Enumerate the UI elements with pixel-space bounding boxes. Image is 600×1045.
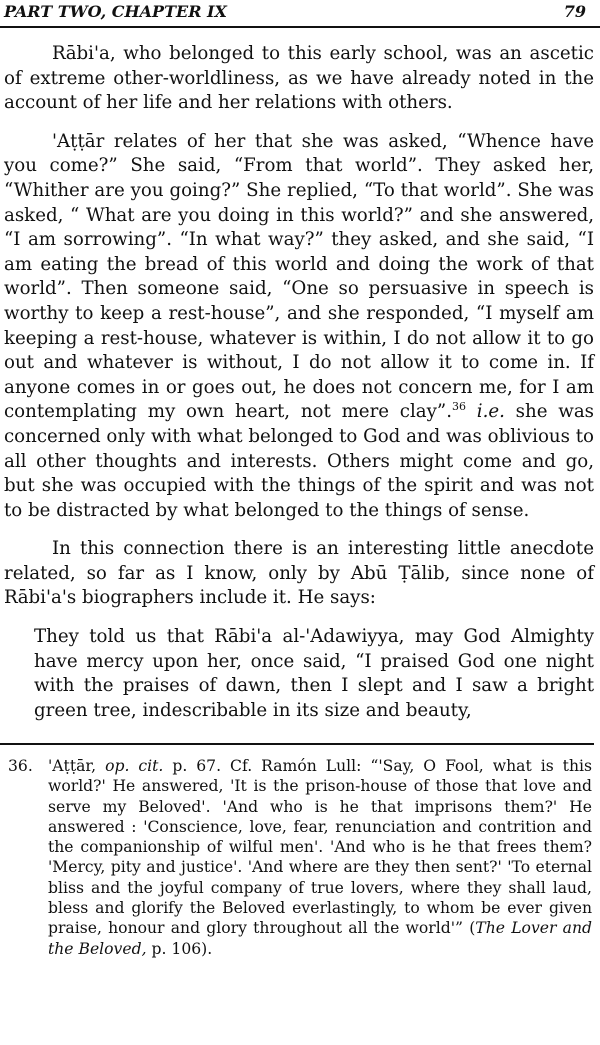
footnote-text-part: p. 67. Cf. Ramón Lull: “'Say, O Fool, what is this world?' He answered, 'It is the prison-house of those that love and serve my Beloved'. 'And who is he that imprisons them?' He answered : 'Conscience, love, fear, renunciation and contrition and the companionship of wilful men'. 'And who is he that frees them? 'Mercy, pity and justice'. 'And where are they then sent?' 'To eternal bliss and the joyful company of true lovers, where they shall laud, bless and glorify the Beloved everlastingly, to whom be ever given praise, honour and glory throughout all the world'” ( <box>48 757 592 938</box>
paragraph-3-name: Ṭālib <box>398 562 445 584</box>
page-number: 79 <box>563 2 586 21</box>
paragraph-2-text: 'Aṭṭār relates of her that she was asked, “Whence have you come?” She said, “From that world”. They asked her, “Whither are you going?” She replied, “To that world”. She was asked, “ What are you doing in this world?” and she answered, “I am sorrowing”. “In what way?” they asked, and she said, “I am eating the bread of this world and doing the work of that world”. Then someone said, “One so persuasive in speech is worthy to keep a rest-house”, and she responded, “I myself am keeping a rest-house, whatever is within, I do not allow it to go out and whatever is without, I do not allow it to come in. If anyone comes in or goes out, he does not concern me, for I am contemplating my own heart, not mere clay”. <box>4 130 594 423</box>
paragraph-1 <box>4 42 594 116</box>
footnote-op-cit: op. cit. <box>105 757 164 775</box>
body-text <box>4 42 594 737</box>
footnote-text-part: 'Aṭṭār, <box>48 757 106 775</box>
chapter-heading: PART TWO, CHAPTER IX <box>4 2 227 21</box>
ie-abbreviation: i.e. <box>476 401 505 423</box>
footnote-reference: 36 <box>452 400 466 414</box>
header-rule <box>0 26 600 28</box>
footnote-text <box>48 756 592 959</box>
footnote-number: 36. <box>8 757 33 775</box>
block-quote <box>34 625 594 723</box>
running-head <box>4 0 586 26</box>
footnote-rule <box>0 743 594 745</box>
paragraph-1-text: Rābi'a, who belonged to this early school, was an ascetic of extreme other-worldliness, as we have already noted in the account of her life and her relations with others. <box>4 43 594 114</box>
paragraph-3 <box>4 537 594 611</box>
footnote <box>8 756 592 959</box>
paragraph-2 <box>4 130 594 524</box>
paragraph-2-continuation: she was concerned only with what belonged to God and was oblivious to all other thoughts and interests. Others might come and go, but she was occupied with the things of the spirit and was not to be distracted by what belonged to the things of sense. <box>4 401 594 521</box>
footnote-book-title: The Lover and the Beloved, <box>48 919 592 958</box>
block-quote-text: They told us that Rābi'a al-'Adawiyya, may God Almighty have mercy upon her, once said, “I praised God one night with the praises of dawn, then I slept and I saw a bright green tree, indescribable in its size and beauty, <box>34 626 594 721</box>
paragraph-3-text: In this connection there is an interesting little anecdote related, so far as I know, only by Abū <box>4 538 594 584</box>
paragraph-3-continuation: , since none of Rābi'a's biographers include it. He says: <box>4 562 594 609</box>
footnote-text-part: p. 106). <box>146 939 213 958</box>
